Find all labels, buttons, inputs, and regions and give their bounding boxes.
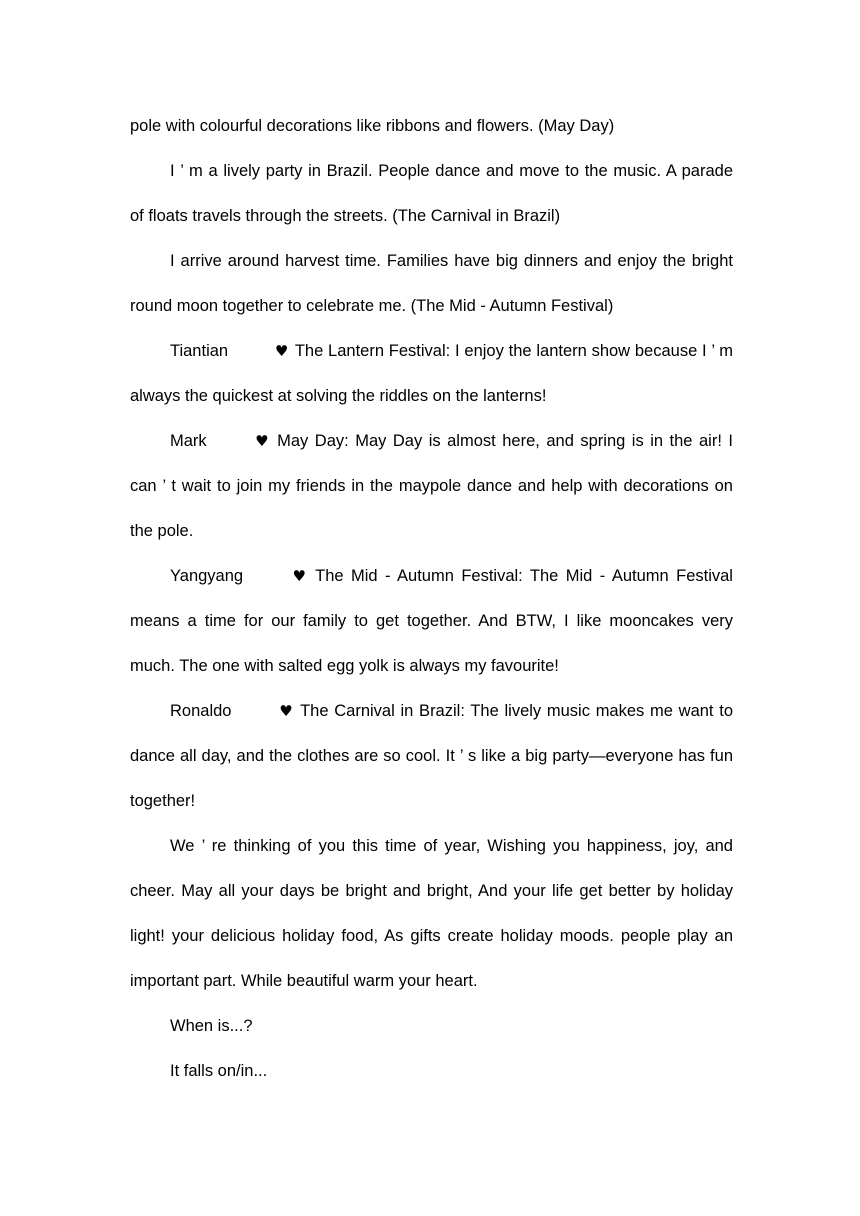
speaker-name: Ronaldo [170,702,232,720]
paragraph-text: It falls on/in... [170,1062,268,1080]
heart-icon: ♥ [292,567,306,585]
heart-icon: ♥ [255,432,269,450]
paragraph-tiantian [130,329,733,419]
speaker-text: May Day: May Day is almost here, and spring is in the air! I can ’ t wait to join my friends in the maypole dance and help with decorations on the pole. [130,432,733,540]
sentence-pattern-answer [130,1049,733,1094]
paragraph-may-day-description [130,104,733,149]
document-page [130,104,733,1094]
paragraph-holiday-poem [130,824,733,1004]
speaker-text: The Lantern Festival: I enjoy the lantern show because I ’ m always the quickest at solving the riddles on the lanterns! [130,342,734,405]
speaker-name: Tiantian [170,342,229,360]
paragraph-text: I ’ m a lively party in Brazil. People dance and move to the music. A parade of floats travels through the streets. (The Carnival in Brazil) [130,162,733,225]
paragraph-mid-autumn-description [130,239,733,329]
sentence-pattern-question [130,1004,733,1049]
paragraph-carnival-description [130,149,733,239]
speaker-name: Yangyang [170,567,244,585]
heart-icon: ♥ [279,702,293,720]
heart-icon: ♥ [274,342,289,360]
paragraph-mark [130,419,733,554]
paragraph-text: I arrive around harvest time. Families have big dinners and enjoy the bright round moon together to celebrate me. (The Mid - Autumn Festival) [130,252,733,315]
paragraph-ronaldo [130,689,733,824]
paragraph-yangyang [130,554,733,689]
speaker-text: The Carnival in Brazil: The lively music makes me want to dance all day, and the clothes are so cool. It ’ s like a big party—everyone has fun together! [130,702,733,810]
paragraph-text: pole with colourful decorations like ribbons and flowers. (May Day) [130,117,615,135]
speaker-name: Mark [170,432,207,450]
paragraph-text: We ’ re thinking of you this time of year, Wishing you happiness, joy, and cheer. May all your days be bright and bright, And your life get better by holiday light! your delicious holiday food, As gifts create holiday moods. people play an important part. While beautiful warm your heart. [130,837,733,990]
paragraph-text: When is...? [170,1017,253,1035]
speaker-text: The Mid - Autumn Festival: The Mid - Autumn Festival means a time for our family to get together. And BTW, I like mooncakes very much. The one with salted egg yolk is always my favourite! [130,567,733,675]
